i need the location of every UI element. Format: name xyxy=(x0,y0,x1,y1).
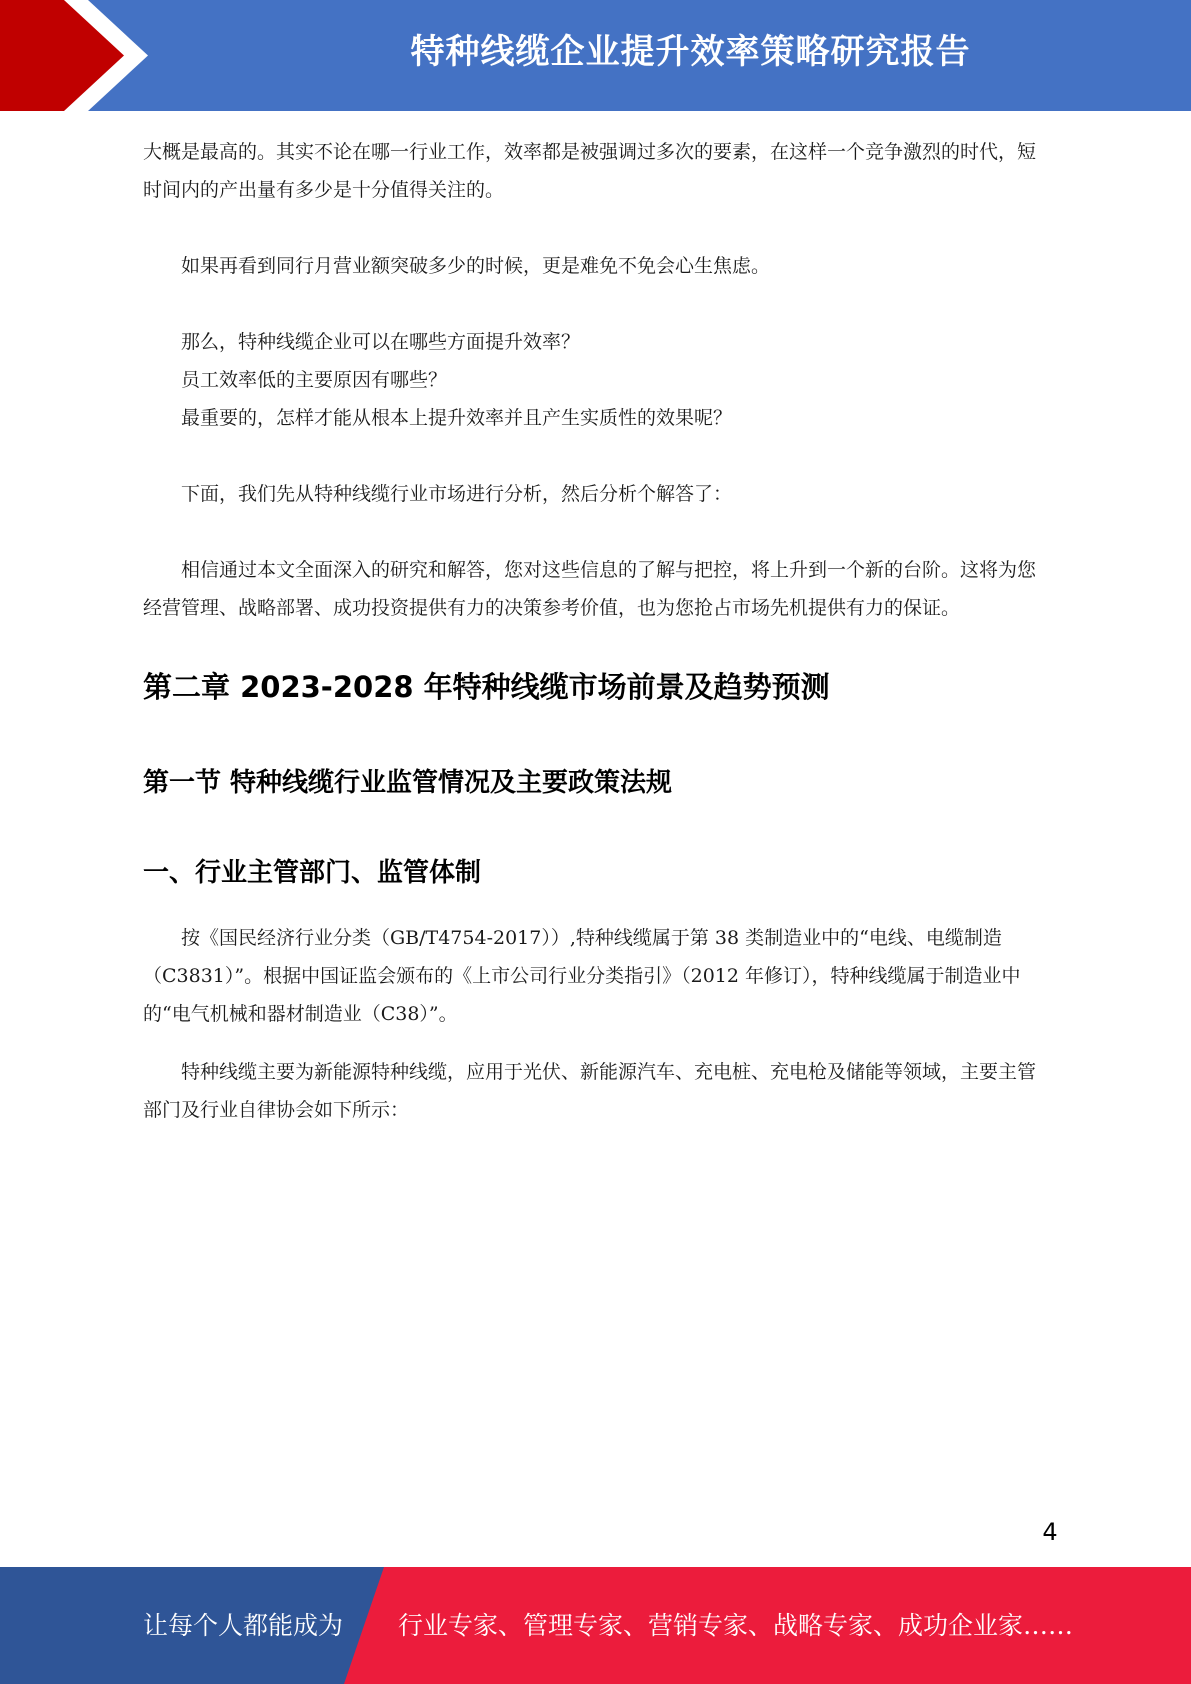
chapter-title: 第二章 2023-2028 年特种线缆市场前景及趋势预测 xyxy=(143,670,830,704)
report-title: 特种线缆企业提升效率策略研究报告 xyxy=(410,32,971,72)
footer-slogan-left: 让每个人都能成为 xyxy=(143,1611,344,1640)
new-energy-paragraph: 特种线缆主要为新能源特种线缆，应用于光伏、新能源汽车、充电桩、充电枪及储能等领域，主要主管部门及行业自律协会如下所示： xyxy=(143,1061,1037,1121)
page-number: 4 xyxy=(1042,1518,1058,1546)
header-chevron-decoration xyxy=(0,0,160,111)
page-footer-banner xyxy=(0,1567,1191,1684)
analysis-paragraph: 下面，我们先从特种线缆行业市场进行分析，然后分析个解答了： xyxy=(181,483,733,505)
classification-paragraph: 按《国民经济行业分类（GB/T4754-2017））,特种线缆属于第 38 类制造业中的“电线、电缆制造（C3831）”。根据中国证监会颁布的《上市公司行业分类指引》（2012 年修订），特种线缆属于制造业中的“电气机械和器材制造业（C38）”。 xyxy=(143,927,1021,1025)
subsection-title: 一、行业主管部门、监管体制 xyxy=(143,858,482,888)
question-fundamental: 最重要的，怎样才能从根本上提升效率并且产生实质性的效果呢？ xyxy=(181,407,733,429)
question-efficiency: 那么，特种线缆企业可以在哪些方面提升效率？ xyxy=(181,331,581,353)
page-header-banner xyxy=(0,0,1191,111)
question-low-efficiency: 员工效率低的主要原因有哪些？ xyxy=(181,369,448,391)
trust-paragraph: 相信通过本文全面深入的研究和解答，您对这些信息的了解与把控，将上升到一个新的台阶。这将为您经营管理、战略部署、成功投资提供有力的决策参考价值，也为您抢占市场先机提供有力的保证。 xyxy=(143,559,1037,619)
section-title: 第一节 特种线缆行业监管情况及主要政策法规 xyxy=(143,768,673,798)
footer-slogan-right: 行业专家、管理专家、营销专家、战略专家、成功企业家…… xyxy=(398,1611,1074,1640)
anxiety-paragraph: 如果再看到同行月营业额突破多少的时候，更是难免不免会心生焦虑。 xyxy=(181,255,771,277)
document-body xyxy=(143,133,1048,1129)
intro-paragraph: 大概是最高的。其实不论在哪一行业工作，效率都是被强调过多次的要素，在这样一个竞争激烈的时代，短时间内的产出量有多少是十分值得关注的。 xyxy=(143,141,1037,201)
